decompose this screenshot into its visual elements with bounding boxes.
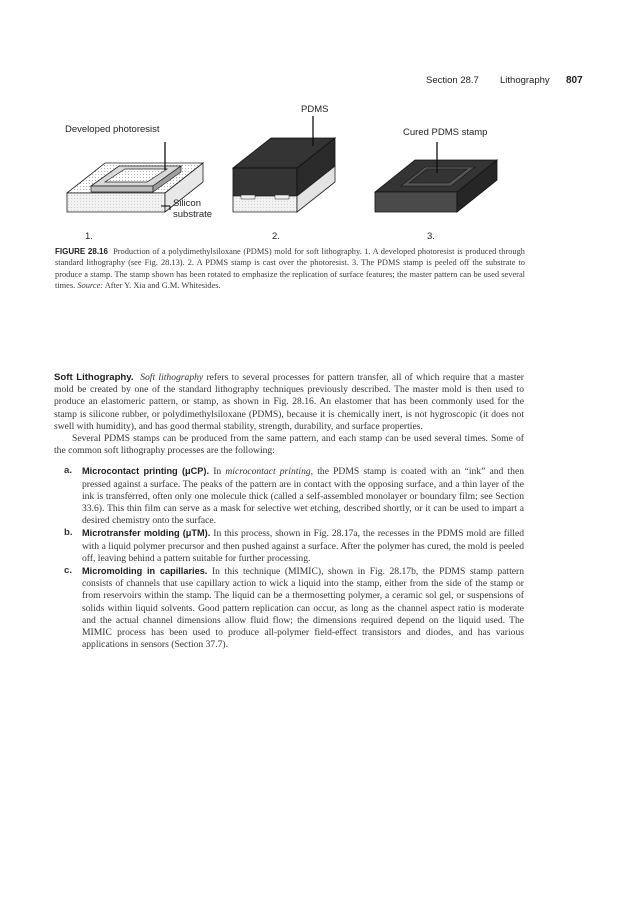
list-item-label: c. xyxy=(64,565,73,577)
section-topic: Lithography xyxy=(500,75,550,86)
label-substrate: substrate xyxy=(173,209,213,220)
caption-label: FIGURE 28.16 xyxy=(55,247,108,256)
step2-pdms-cast xyxy=(233,116,335,212)
label-step2: 2. xyxy=(272,231,280,242)
list-item-pre: In xyxy=(213,466,222,478)
caption-text: Production of a polydimethylsiloxane (PDMS) mold for soft lithography. 1. A developed photoresist is produced through standard lithography (see Fig. 28.13). 2. A PDMS stamp is cast over the photoresist. 3. The PDMS stamp is peeled off the substrate to produce a stamp. The stamp shown has been rotated to emphasize the replication of surface features; the master pattern can be used several times. xyxy=(55,247,525,291)
section-number: Section 28.7 xyxy=(426,75,479,86)
term-soft-lithography: Soft lithography xyxy=(140,372,204,383)
section-heading: Soft Lithography. xyxy=(54,372,134,383)
list-item-text: In this process, shown in Fig. 28.17a, the recesses in the PDMS mold are filled with a liquid polymer precursor and then pushed against a surface. After the polymer has cured, the mold is peeled off, leaving behind a pattern suitable for further processing. xyxy=(82,528,525,564)
list-item-term: microcontact printing, xyxy=(225,466,314,478)
list-item-label: b. xyxy=(64,527,73,539)
list-item-label: a. xyxy=(64,465,73,477)
list-item xyxy=(54,465,524,527)
list-item xyxy=(54,527,524,565)
main-text xyxy=(54,372,524,651)
label-pdms: PDMS xyxy=(301,104,329,115)
label-silicon: Silicon xyxy=(173,198,201,209)
paragraph-1-text: refers to several processes for pattern transfer, all of which require that a master mold be created by one of the standard lithography techniques previously described. The master mold is then used to produce an elastomeric pattern, or stamp, as shown in Fig. 28.16. An elastomer that has been commonly used for the stamp is silicone rubber, or polydimethylsiloxane (PDMS), because it is chemically inert, is not hygroscopic (it does not swell with humidity), and has good thermal stability, strength, durability, and surface properties. xyxy=(54,372,525,432)
list-item-text: In this technique (MIMIC), shown in Fig. 28.17b, the PDMS stamp pattern consists of channels that use capillary action to wick a liquid into the stamp, either from the side of the stamp or from reservoirs within the stamp. The liquid can be a thermosetting polymer, a ceramic sol gel, or suspensions of solids within liquid solvents. Good pattern replication can occur, as long as the channel aspect ratio is moderate and the actual channel dimensions allow fluid flow; the dimensions required depend on the liquid used. The MIMIC process has been used to produce all-polymer field-effect transistors and diodes, and has various applications in sensors (Section 37.7). xyxy=(82,566,525,651)
paragraph-2: Several PDMS stamps can be produced from the same pattern, and each stamp can be used several times. Some of the common soft lithography processes are the following: xyxy=(54,433,524,457)
caption-source-label: Source: xyxy=(77,281,104,291)
process-list xyxy=(54,465,524,651)
label-step3: 3. xyxy=(427,231,435,242)
label-developed-photoresist: Developed photoresist xyxy=(65,124,160,135)
label-step1: 1. xyxy=(85,231,93,242)
page-header xyxy=(0,75,636,89)
list-item-title: Micromolding in capillaries. xyxy=(82,566,208,577)
figure-28-16 xyxy=(55,98,525,248)
list-item-title: Microtransfer molding (μTM). xyxy=(82,528,211,539)
step3-cured-stamp xyxy=(375,142,497,212)
list-item-title: Microcontact printing (μCP). xyxy=(82,466,210,477)
list-item xyxy=(54,565,524,651)
label-cured-pdms-stamp: Cured PDMS stamp xyxy=(403,127,488,138)
list-item-text: the PDMS stamp is coated with an “ink” and then pressed against a surface. The peaks of the pattern are in contact with the opposing surface, and a thin layer of the ink is transferred, often only one molecule thick (called a self-assembled monolayer or boundary film; see Section 33.6). This thin film can serve as a mask for selective wet etching, described shortly, or it can be used to impart a desired chemistry onto the surface. xyxy=(82,466,525,527)
caption-source-text: After Y. Xia and G.M. Whitesides. xyxy=(104,281,221,291)
figure-caption xyxy=(55,246,525,292)
page-number: 807 xyxy=(566,75,583,86)
paragraph-soft-lithography xyxy=(54,372,524,433)
